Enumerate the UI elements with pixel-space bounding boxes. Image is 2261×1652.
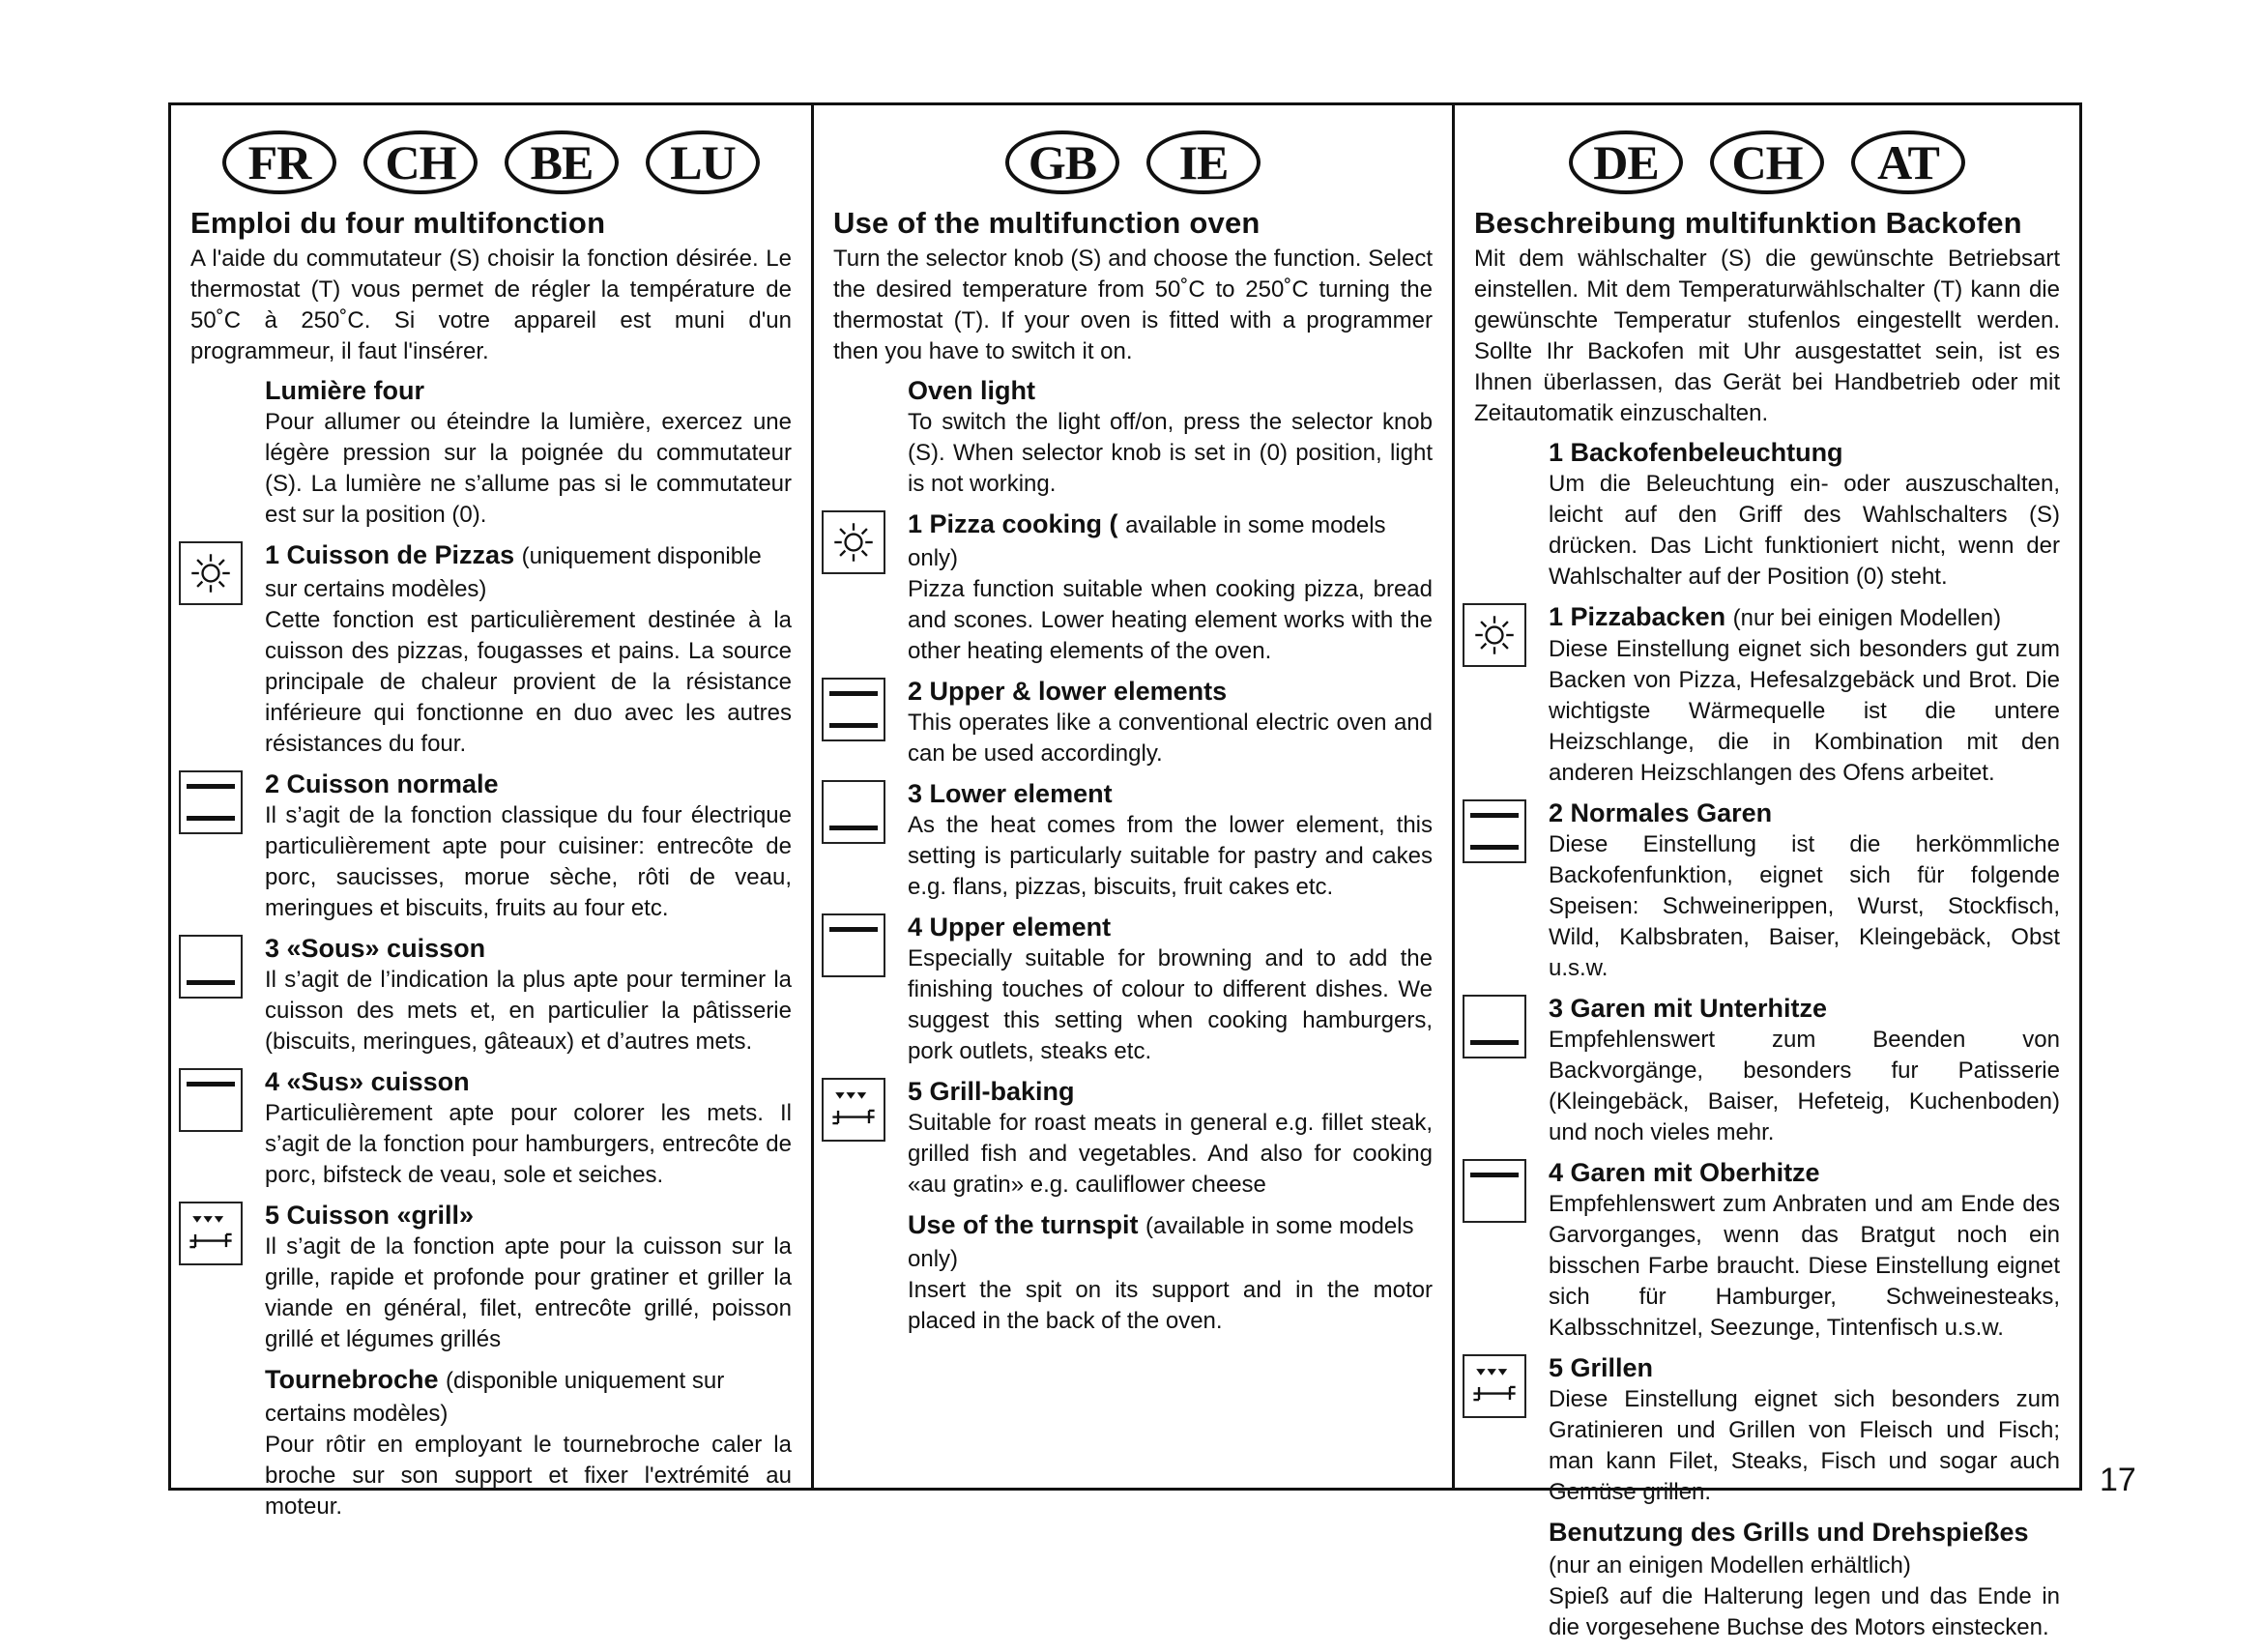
- section-body: This operates like a conventional electric oven and can be used accordingly.: [908, 710, 1433, 767]
- function-section: [1474, 1157, 2060, 1344]
- upper-lower-elements-icon: [1463, 799, 1526, 863]
- section-note: (available in some models only): [908, 1213, 1414, 1272]
- country-badge: IE: [1146, 130, 1261, 194]
- section-body: Spieß auf die Halterung legen und das Ende in die vorgesehene Buchse des Motors einstecken.: [1549, 1583, 2060, 1640]
- intro-text: Mit dem wählschalter (S) die gewünschte Betriebsart einstellen. Mit dem Temperaturwählschalter (T) kann die gewünschte Temperatur stufenlos eingestellt werden. Sollte Ihr Backofen mit Uhr ausgestattet sein, ist es Ihnen überlassen, das Gerät bei Handbetrieb oder mit Zeitautomatik einzuschalten.: [1474, 246, 2060, 426]
- upper-lower-elements-icon: [822, 678, 885, 741]
- section-body: Especially suitable for browning and to add the finishing touches of colour to different dishes. We suggest this setting when cooking hamburgers, pork outlets, steaks etc.: [908, 945, 1433, 1064]
- function-section: [833, 676, 1433, 769]
- section-note: (disponible uniquement sur certains modèles): [265, 1368, 725, 1427]
- lower-element-icon: [1463, 995, 1526, 1058]
- section-body: Pour allumer ou éteindre la lumière, exercez une légère pression sur la poignée du commutateur (S). La lumière ne s’allume pas si le commutateur est sur la position (0).: [265, 409, 792, 528]
- upper-lower-elements-icon: [179, 770, 243, 834]
- section-title: 3 Garen mit Unterhitze: [1549, 994, 1828, 1023]
- section-body: Cette fonction est particulièrement destinée à la cuisson des pizzas, fougasses et pains. La source principale de chaleur provient de la résistance inférieure qui fonctionne en duo avec les autres résistances du four.: [265, 607, 792, 757]
- function-section: [190, 768, 792, 924]
- section-title: 5 Grill-baking: [908, 1077, 1075, 1106]
- function-section: [1474, 601, 2060, 789]
- section-title: 2 Upper & lower elements: [908, 677, 1228, 706]
- section-body: Il s’agit de la fonction classique du four électrique particulièrement apte pour cuisiner: entrecôte de porc, saucisses, morue sèche, rôti de veau, meringues et biscuits, fruits au four etc.: [265, 802, 792, 921]
- country-badge: FR: [222, 130, 336, 194]
- intro-text: A l'aide du commutateur (S) choisir la fonction désirée. Le thermostat (T) vous permet de régler la température de 50˚C à 250˚C. Si votre appareil est muni d'un programmeur, il faut l'insérer.: [190, 246, 792, 364]
- section-note: (uniquement disponible sur certains modèles): [265, 543, 762, 602]
- function-section: [1474, 1517, 2060, 1643]
- section-body: Um die Beleuchtung ein- oder auszuschalten, leicht auf den Griff des Wahlschalters (S) drücken. Das Licht funktioniert nicht, wenn der Wahlschalter auf der Position (0) steht.: [1549, 471, 2060, 590]
- function-section: [190, 1364, 792, 1522]
- lower-element-icon: [179, 935, 243, 999]
- country-badges: [1455, 130, 2079, 194]
- country-badge: GB: [1005, 130, 1119, 194]
- function-section: [190, 1066, 792, 1191]
- section-body: Diese Einstellung ist die herkömmliche Backofenfunktion, eignet sich für folgende Speisen: Schweinerippen, Wurst, Stockfisch, Wild, Kalbsbraten, Baiser, Kleingebäck, Obst u.s.w.: [1549, 831, 2060, 981]
- grill-icon: [179, 1202, 243, 1265]
- country-badge: DE: [1569, 130, 1683, 194]
- section-body: To switch the light off/on, press the selector knob (S). When selector knob is set in (0) position, light is not working.: [908, 409, 1433, 497]
- column-de: [1452, 105, 2079, 1640]
- column-title: Beschreibung multifunktion Backofen: [1474, 206, 2022, 240]
- section-body: Insert the spit on its support and in the motor placed in the back of the oven.: [908, 1277, 1433, 1334]
- section-body: Suitable for roast meats in general e.g. fillet steak, grilled fish and vegetables. And also for cooking «au gratin» e.g. cauliflower cheese: [908, 1110, 1433, 1198]
- country-badge: AT: [1851, 130, 1965, 194]
- column-content: [833, 206, 1433, 1346]
- column-title: Use of the multifunction oven: [833, 206, 1261, 240]
- function-section: [1474, 797, 2060, 984]
- upper-element-icon: [179, 1068, 243, 1132]
- function-section: [833, 778, 1433, 903]
- country-badge: BE: [505, 130, 619, 194]
- sun-icon: [179, 541, 243, 605]
- country-badges: [171, 130, 811, 194]
- section-title: 3 Lower element: [908, 779, 1113, 808]
- section-title: Lumière four: [265, 376, 425, 405]
- function-section: [833, 375, 1433, 500]
- function-section: [1474, 993, 2060, 1148]
- section-title: 2 Normales Garen: [1549, 798, 1773, 827]
- column-content: [190, 206, 792, 1531]
- column-content: [1474, 206, 2060, 1652]
- section-title: 4 Garen mit Oberhitze: [1549, 1158, 1820, 1187]
- function-section: [833, 508, 1433, 667]
- function-section: [190, 1200, 792, 1355]
- function-section: [833, 912, 1433, 1067]
- section-note: available in some models only): [908, 512, 1386, 571]
- function-section: [190, 539, 792, 760]
- column-gb: [811, 105, 1452, 1488]
- section-title: 1 Pizzabacken (nur bei einigen Modellen): [1549, 602, 2002, 631]
- section-body: Empfehlenswert zum Beenden von Backvorgänge, besonders fur Patisserie (Kleingebäck, Baiser, Hefeteig, Kuchenboden) und noch vieles mehr.: [1549, 1027, 2060, 1145]
- section-title: Tournebroche (disponible uniquement sur certains modèles): [265, 1365, 725, 1427]
- section-title: 2 Cuisson normale: [265, 769, 499, 798]
- page-number: 17: [2100, 1462, 2136, 1498]
- country-badge: CH: [1710, 130, 1824, 194]
- section-title: Use of the turnspit (available in some models only): [908, 1210, 1414, 1272]
- section-title: 1 Cuisson de Pizzas (uniquement disponible sur certains modèles): [265, 540, 762, 602]
- grill-icon: [1463, 1354, 1526, 1418]
- intro-text: Turn the selector knob (S) and choose the function. Select the desired temperature from 50˚C to 250˚C turning the thermostat (T). If your oven is fitted with a programmer then you have to switch it on.: [833, 246, 1433, 364]
- section-title: 1 Pizza cooking ( available in some models only): [908, 509, 1386, 571]
- section-note: (nur an einigen Modellen erhältlich): [1549, 1552, 1911, 1579]
- function-section: [833, 1076, 1433, 1201]
- upper-element-icon: [1463, 1159, 1526, 1223]
- column-title: Emploi du four multifonction: [190, 206, 606, 240]
- country-badges: [814, 130, 1452, 194]
- manual-page-frame: [168, 102, 2082, 1640]
- function-section: [1474, 1352, 2060, 1508]
- upper-element-icon: [822, 913, 885, 977]
- function-section: [190, 933, 792, 1058]
- country-badge: LU: [646, 130, 760, 194]
- section-title: 4 Upper element: [908, 913, 1112, 942]
- section-body: Particulièrement apte pour colorer les mets. Il s’agit de la fonction pour hamburgers, entrecôte de porc, bifsteck de veau, sole et seiches.: [265, 1100, 792, 1188]
- sun-icon: [1463, 603, 1526, 667]
- section-title: 3 «Sous» cuisson: [265, 934, 486, 963]
- section-title: 5 Grillen: [1549, 1353, 1654, 1382]
- function-section: [833, 1209, 1433, 1337]
- section-body: Empfehlenswert zum Anbraten und am Ende des Garvorganges, wenn das Bratgut noch ein bisschen Farbe braucht. Diese Einstellung eignet sich für Hamburger, Schweinesteaks, Kalbsschnitzel, Seezunge, Tintenfisch u.s.w.: [1549, 1191, 2060, 1341]
- section-body: Il s’agit de la fonction apte pour la cuisson sur la grille, rapide et profonde pour gratiner et griller la viande en général, filet, entrecôte grillé, poisson grillé et légumes grillés: [265, 1233, 792, 1352]
- section-body: Il s’agit de l’indication la plus apte pour terminer la cuisson des mets et, en particulier la pâtisserie (biscuits, meringues, gâteaux) et d’autres mets.: [265, 967, 792, 1055]
- section-body: Pour rôtir en employant le tournebroche caler la broche sur son support et fixer l'extrémité au moteur.: [265, 1432, 792, 1520]
- country-badge: CH: [363, 130, 478, 194]
- section-title: Benutzung des Grills und Drehspießes (nur an einigen Modellen erhältlich): [1549, 1518, 2029, 1579]
- section-title: 5 Cuisson «grill»: [265, 1201, 475, 1230]
- section-body: Diese Einstellung eignet sich besonders gut zum Backen von Pizza, Hefesalzgebäck und Brot. Die wichtigste Wärmequelle ist die untere Heizschlange, die in Kombination mit den anderen Heizschlangen des Ofens arbeitet.: [1549, 636, 2060, 786]
- sun-icon: [822, 510, 885, 574]
- column-fr: [171, 105, 811, 1520]
- section-body: Pizza function suitable when cooking pizza, bread and scones. Lower heating element works with the other heating elements of the oven.: [908, 576, 1433, 664]
- section-body: Diese Einstellung eignet sich besonders zum Gratinieren und Grillen von Fleisch und Fisch; man kann Filet, Steaks, Fisch und sogar auch Gemüse grillen.: [1549, 1386, 2060, 1505]
- function-section: [1474, 437, 2060, 593]
- grill-icon: [822, 1078, 885, 1142]
- section-body: As the heat comes from the lower element, this setting is particularly suitable for pastry and cakes e.g. flans, pizzas, biscuits, fruit cakes etc.: [908, 812, 1433, 900]
- section-title: 4 «Sus» cuisson: [265, 1067, 470, 1096]
- function-section: [190, 375, 792, 531]
- section-note: (nur bei einigen Modellen): [1732, 605, 2002, 631]
- section-title: Oven light: [908, 376, 1036, 405]
- section-title: 1 Backofenbeleuchtung: [1549, 438, 1843, 467]
- lower-element-icon: [822, 780, 885, 844]
